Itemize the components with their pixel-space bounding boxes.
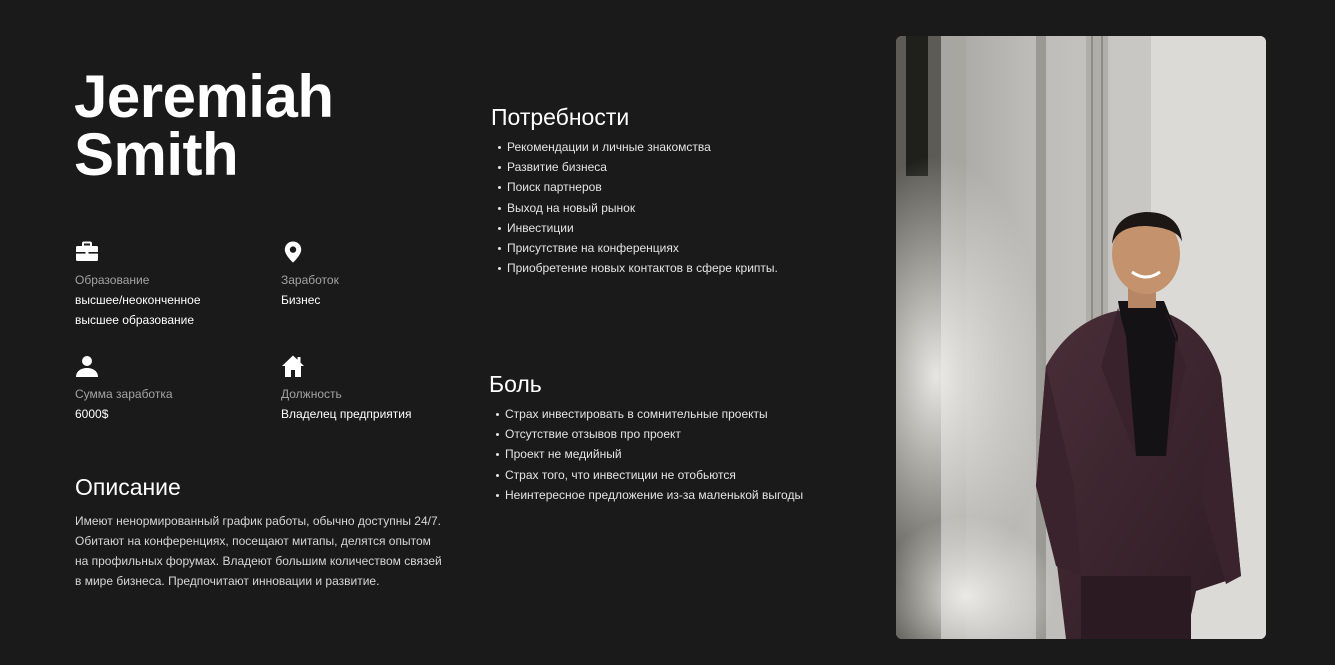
- fact-value: [75, 290, 245, 330]
- fact-income: [281, 240, 461, 310]
- fact-label: Сумма заработка: [75, 387, 173, 401]
- persona-photo-illustration: [896, 36, 1266, 639]
- fact-value: Бизнес: [281, 293, 321, 307]
- list-item: Выход на новый рынок: [495, 198, 778, 218]
- fact-education: [75, 240, 245, 330]
- description-text: Имеют ненормированный график работы, обычно доступны 24/7. Обитают на конференциях, посещают митапы, делятся опытом на профильных форумах. Владеют большим количеством связей в мире бизнеса. Предпочитают инновации и развитие.: [75, 514, 442, 588]
- briefcase-icon: [75, 240, 99, 264]
- persona-photo: [896, 36, 1266, 639]
- list-item: Инвестиции: [495, 218, 778, 238]
- description-title: Описание: [75, 474, 181, 500]
- persona-first-name: Jeremiah: [74, 63, 334, 130]
- list-item: Неинтересное предложение из-за маленькой выгоды: [493, 485, 803, 505]
- list-item: Отсутствие отзывов про проект: [493, 424, 803, 444]
- list-item: Поиск партнеров: [495, 177, 778, 197]
- fact-value-line: высшее образование: [75, 313, 195, 327]
- list-item: Страх инвестировать в сомнительные проекты: [493, 404, 803, 424]
- fact-position: [281, 354, 461, 424]
- fact-label: Заработок: [281, 273, 339, 287]
- fact-label: Образование: [75, 273, 150, 287]
- needs-title: Потребности: [491, 104, 630, 130]
- user-icon: [75, 354, 99, 378]
- home-icon: [281, 354, 305, 378]
- list-item: Развитие бизнеса: [495, 157, 778, 177]
- needs-list: [495, 137, 778, 278]
- fact-amount: [75, 354, 255, 424]
- pains-title: Боль: [489, 371, 542, 397]
- persona-last-name: Smith: [74, 121, 239, 188]
- fact-value: Владелец предприятия: [281, 407, 412, 421]
- list-item: Страх того, что инвестиции не отобьются: [493, 465, 803, 485]
- list-item: Приобретение новых контактов в сфере крипты.: [495, 258, 778, 278]
- persona-name: [74, 63, 334, 188]
- fact-value-line: высшее/неоконченное: [75, 293, 201, 307]
- list-item: Проект не медийный: [493, 444, 803, 464]
- location-pin-icon: [281, 240, 305, 264]
- list-item: Присутствие на конференциях: [495, 238, 778, 258]
- fact-label: Должность: [281, 387, 342, 401]
- list-item: Рекомендации и личные знакомства: [495, 137, 778, 157]
- fact-value: 6000$: [75, 407, 109, 421]
- pains-list: [493, 404, 803, 505]
